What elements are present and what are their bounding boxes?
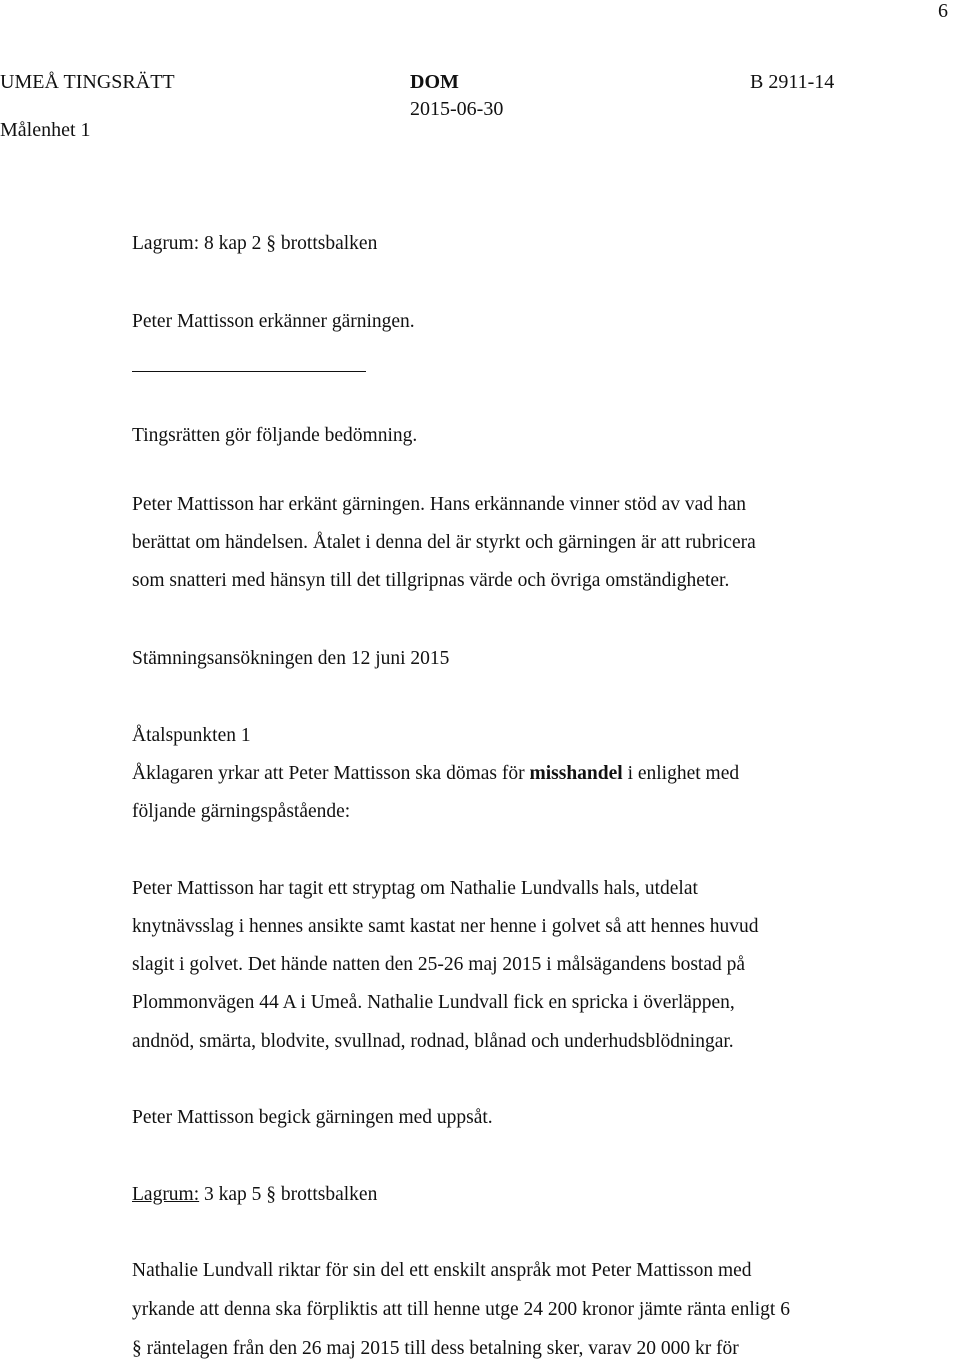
document-date: 2015-06-30 [410, 98, 504, 120]
page-number: 6 [938, 0, 948, 22]
legal-basis-line [132, 1184, 377, 1206]
paragraph-line: Peter Mattisson har erkänt gärningen. Hans erkännande vinner stöd av vad han [132, 494, 747, 515]
paragraph-line: andnöd, smärta, blodvite, svullnad, rodnad, blånad och underhudsblödningar. [132, 1031, 734, 1052]
court-name: UMEÅ TINGSRÄTT [0, 71, 175, 93]
paragraph-line: yrkande att denna ska förpliktis att till henne utge 24 200 kronor jämte ränta enligt 6 [132, 1299, 790, 1320]
legal-basis-line: Lagrum: 8 kap 2 § brottsbalken [132, 233, 378, 254]
charge-text: i enlighet med [622, 763, 740, 784]
legal-basis-label: Lagrum: [132, 1184, 200, 1205]
crime-name: misshandel [529, 763, 623, 784]
paragraph-line: följande gärningspåstående: [132, 801, 351, 822]
paragraph-line: knytnävsslag i hennes ansikte samt kastat ner henne i golvet så att hennes huvud [132, 916, 759, 937]
charge-text: Åklagaren yrkar att Peter Mattisson ska dömas för [132, 763, 530, 784]
paragraph-line: som snatteri med hänsyn till det tillgripnas värde och övriga omständigheter. [132, 570, 730, 591]
paragraph-line: Peter Mattisson har tagit ett stryptag om Nathalie Lundvalls hals, utdelat [132, 878, 698, 899]
admission-line: Peter Mattisson erkänner gärningen. [132, 311, 415, 332]
court-unit: Målenhet 1 [0, 119, 91, 141]
paragraph-line: slagit i golvet. Det hände natten den 25-26 maj 2015 i målsägandens bostad på [132, 954, 746, 975]
document-type: DOM [410, 71, 459, 93]
legal-basis-text: 3 kap 5 § brottsbalken [199, 1184, 378, 1205]
intent-line: Peter Mattisson begick gärningen med uppsåt. [132, 1107, 493, 1128]
section-divider [132, 371, 366, 372]
paragraph-line: Nathalie Lundvall riktar för sin del ett enskilt anspråk mot Peter Mattisson med [132, 1260, 752, 1281]
case-number: B 2911-14 [750, 71, 835, 93]
paragraph-line: Plommonvägen 44 A i Umeå. Nathalie Lundvall fick en spricka i överläppen, [132, 992, 735, 1013]
summons-heading: Stämningsansökningen den 12 juni 2015 [132, 648, 450, 669]
assessment-heading: Tingsrätten gör följande bedömning. [132, 425, 418, 446]
paragraph-line: § räntelagen från den 26 maj 2015 till dess betalning sker, varav 20 000 kr för [132, 1338, 739, 1359]
charge-point-heading: Åtalspunkten 1 [132, 725, 251, 746]
paragraph-line [132, 763, 739, 785]
paragraph-line: berättat om händelsen. Åtalet i denna del är styrkt och gärningen är att rubricera [132, 532, 756, 553]
